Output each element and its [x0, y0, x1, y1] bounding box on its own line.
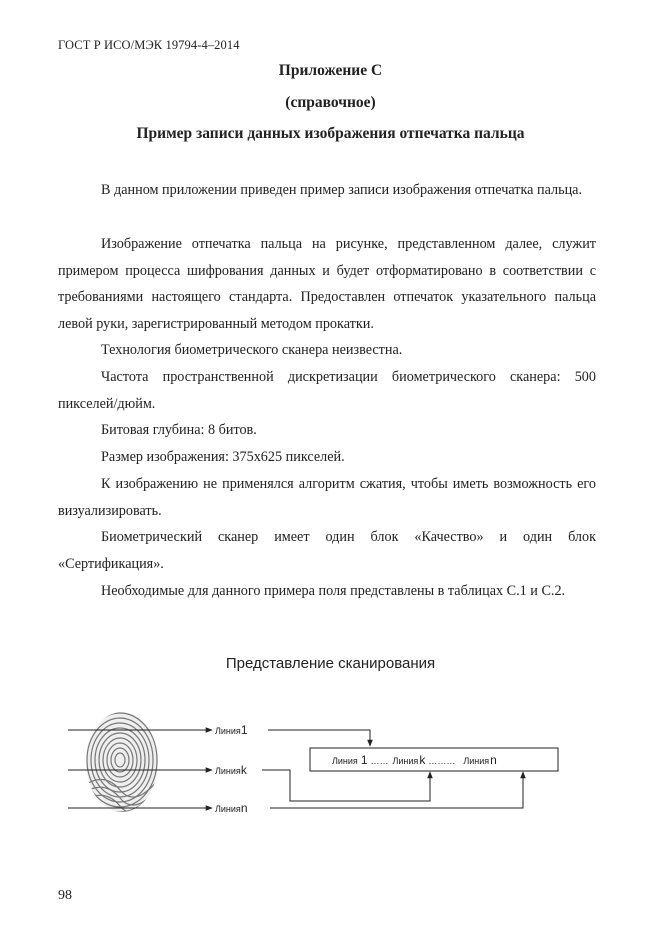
paragraph: Технология биометрического сканера неизвестна. — [101, 342, 403, 358]
line-label-1: Линия1 — [215, 723, 248, 737]
page-number: 98 — [58, 888, 72, 903]
paragraph: Размер изображения: 375x625 пикселей. — [101, 449, 345, 465]
paragraph: Частота пространственной дискретизации биометрического сканера: 500 пикселей/дюйм. — [58, 369, 596, 412]
fingerprint-image — [79, 710, 161, 813]
appendix-type: (справочное) — [285, 94, 376, 111]
line-label-k: Линияk — [215, 763, 247, 777]
paragraph: Биометрический сканер имеет один блок «Качество» и один блок «Сертификация». — [58, 529, 596, 572]
paragraph: Изображение отпечатка пальца на рисунке, представленном далее, служит примером процесса шифрования данных и будет отформатировано в соответствии с требованиями настоящего стандарта. Предоставлен отпечаток указательного пальца левой руки, зарегистрированный методом прокатки. — [58, 236, 596, 332]
paragraph: В данном приложении приведен пример записи изображения отпечатка пальца. — [101, 182, 583, 198]
document-header: ГОСТ Р ИСО/МЭК 19794-4–2014 — [58, 38, 240, 52]
scan-buffer-text: Линия 1 …… Линияk ……… Линияn — [332, 753, 497, 767]
paragraph: Необходимые для данного примера поля представлены в таблицах С.1 и С.2. — [101, 583, 566, 599]
paragraph: Битовая глубина: 8 битов. — [101, 422, 257, 438]
figure-title: Представление сканирования — [225, 655, 436, 672]
line-label-n: Линияn — [215, 801, 248, 815]
appendix-heading: Пример записи данных изображения отпечатка пальца — [136, 125, 525, 142]
scan-diagram — [60, 710, 580, 835]
appendix-title: Приложение С — [278, 62, 383, 79]
paragraph: К изображению не применялся алгоритм сжатия, чтобы иметь возможность его визуализировать. — [58, 476, 596, 519]
